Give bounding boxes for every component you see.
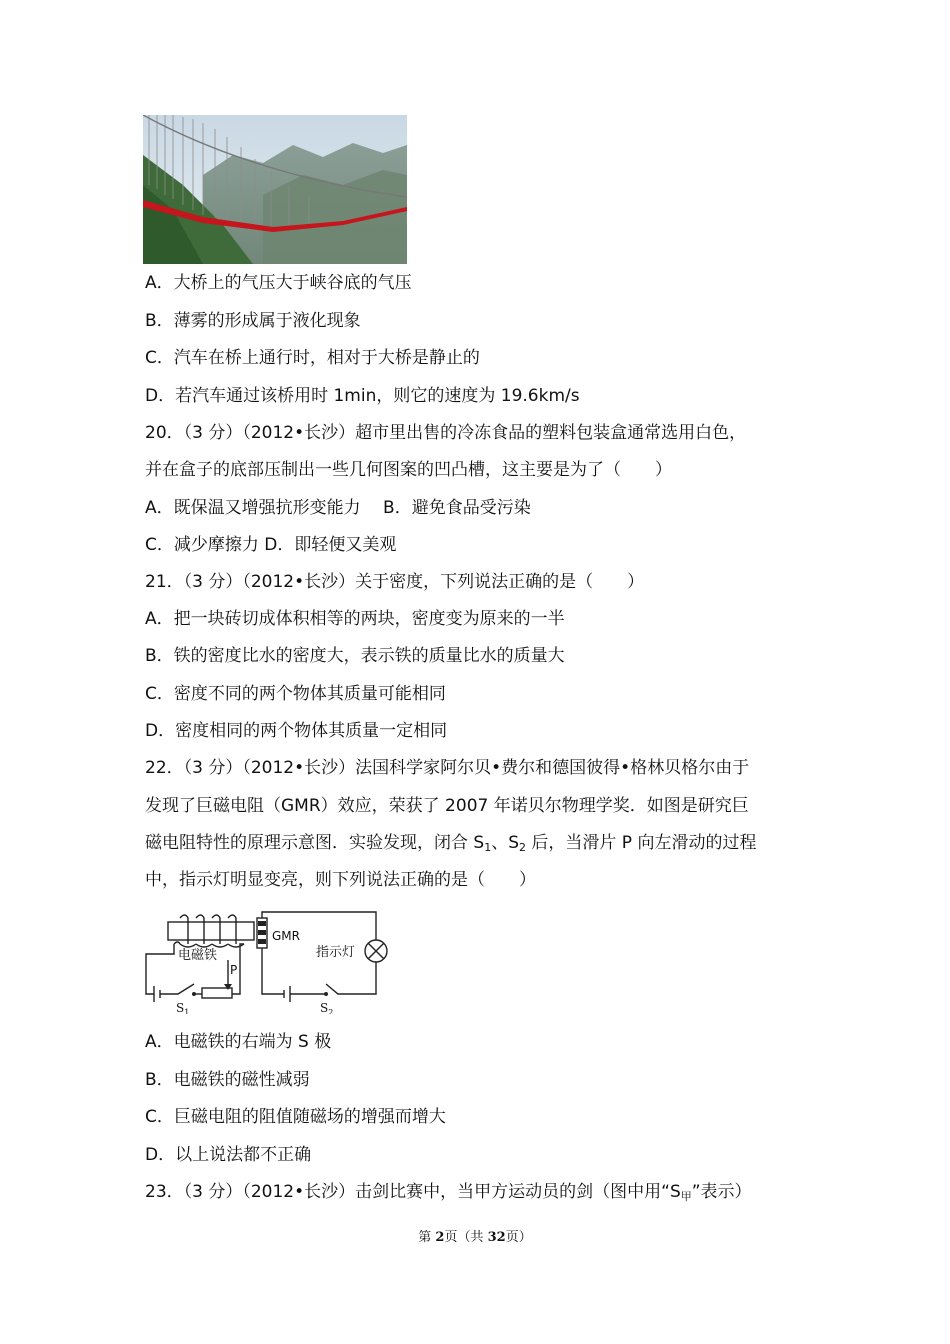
q22-option-c: C．巨磁电阻的阻值随磁场的增强而增大 [145, 1107, 446, 1127]
q22-option-d: D．以上说法都不正确 [145, 1145, 312, 1165]
switch-s1-label: $S_1$ [176, 1001, 190, 1014]
page-footer: 第 2页（共 32页） [418, 1230, 532, 1245]
total-page-count: 32 [487, 1230, 506, 1245]
q21-option-a: A．把一块砖切成体积相等的两块，密度变为原来的一半 [145, 609, 565, 629]
q23-stem-line-1: 23．（3 分）（2012•长沙）击剑比赛中，当甲方运动员的剑（图中用“$S_甲$”表示） [145, 1182, 752, 1203]
q21-option-c: C．密度不同的两个物体其质量可能相同 [145, 684, 446, 704]
switch-s2-label: $S_2$ [320, 1001, 334, 1014]
q20-stem-line-2: 并在盒子的底部压制出一些几何图案的凹凸槽，这主要是为了（ ） [145, 460, 672, 480]
q22-stem-line-3: 磁电阻特性的原理示意图．实验发现，闭合 $S_1$、$S_2$ 后，当滑片 P 向左滑动的过程 [145, 833, 757, 854]
gmr-circuit-diagram [140, 908, 390, 1014]
q20-options-ab: A．既保温又增强抗形变能力 B．避免食品受污染 [145, 498, 531, 518]
q19-option-d: D．若汽车通过该桥用时 1min，则它的速度为 19.6km/s [145, 386, 580, 406]
q19-option-b: B．薄雾的形成属于液化现象 [145, 311, 361, 331]
q19-option-c: C．汽车在桥上通行时，相对于大桥是静止的 [145, 348, 480, 368]
q21-option-b: B．铁的密度比水的密度大，表示铁的质量比水的质量大 [145, 646, 565, 666]
q22-stem-line-4: 中，指示灯明显变亮，则下列说法正确的是（ ） [145, 870, 536, 890]
q22-option-a: A．电磁铁的右端为 S 极 [145, 1032, 332, 1052]
q22-stem-line-1: 22．（3 分）（2012•长沙）法国科学家阿尔贝•费尔和德国彼得•格林贝格尔由于 [145, 758, 750, 778]
q22-option-b: B．电磁铁的磁性减弱 [145, 1070, 310, 1090]
q19-option-a: A．大桥上的气压大于峡谷底的气压 [145, 273, 412, 293]
bridge-photo [143, 115, 407, 264]
q20-options-cd: C．减少摩擦力 D．即轻便又美观 [145, 535, 397, 555]
q21-option-d: D．密度相同的两个物体其质量一定相同 [145, 721, 448, 741]
slider-p-label: P [230, 963, 238, 977]
q20-stem-line-1: 20．（3 分）（2012•长沙）超市里出售的冷冻食品的塑料包装盒通常选用白色， [145, 423, 747, 443]
gmr-label: GMR [272, 929, 300, 943]
q21-stem: 21．（3 分）（2012•长沙）关于密度，下列说法正确的是（ ） [145, 572, 645, 592]
current-page-number: 2 [435, 1230, 445, 1245]
electromagnet-label: 电磁铁 [178, 948, 218, 963]
q22-stem-line-2: 发现了巨磁电阻（GMR）效应，荣获了 2007 年诺贝尔物理学奖．如图是研究巨 [145, 796, 749, 816]
indicator-lamp-label: 指示灯 [316, 945, 356, 960]
